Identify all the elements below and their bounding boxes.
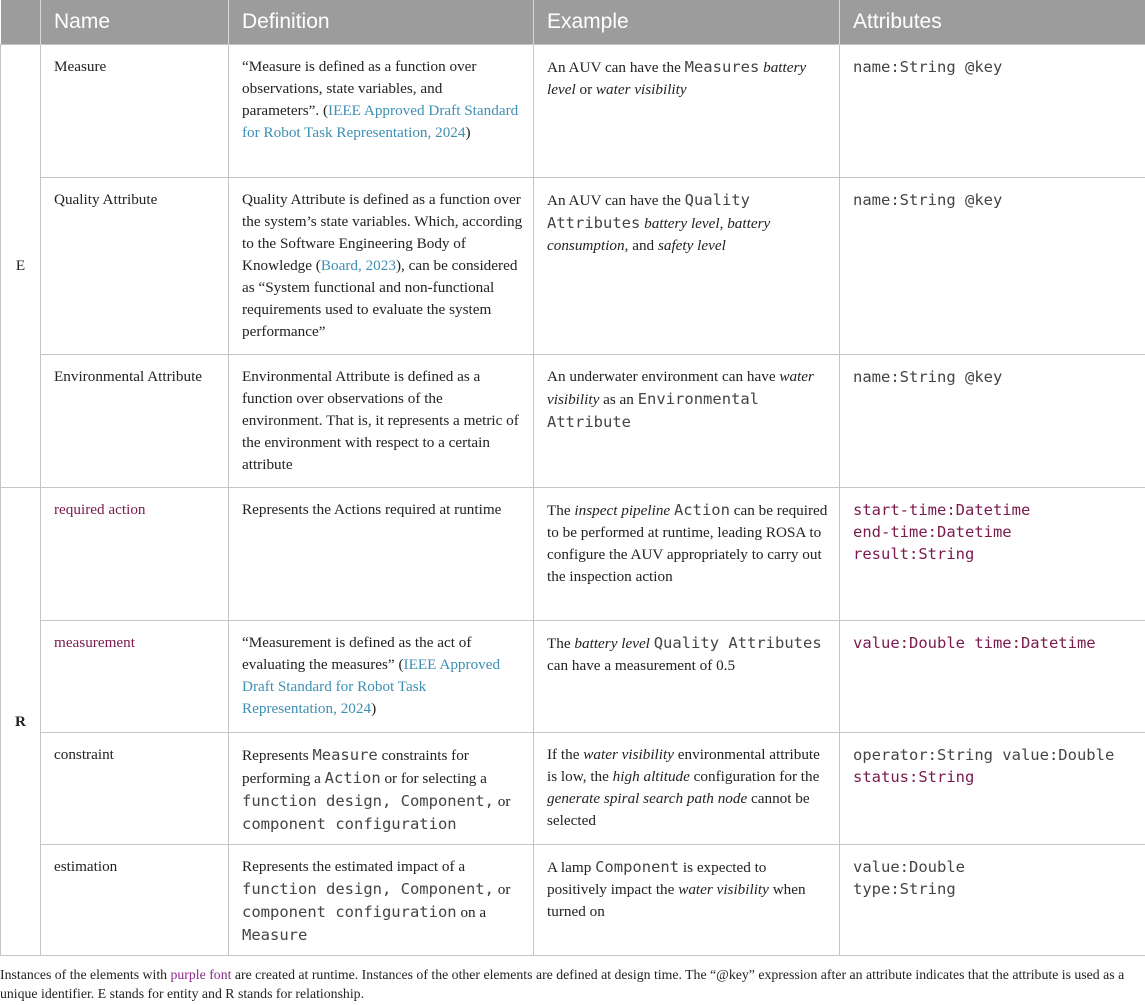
- table-row: [1, 178, 1145, 355]
- table-row: [1, 355, 1145, 488]
- example-cell: The inspect pipeline Action can be required to be performed at runtime, leading ROSA to configure the AUV appropriately to carry out the inspection action: [534, 488, 840, 621]
- header-name: Name: [41, 0, 229, 45]
- citation-link[interactable]: Board, 2023: [320, 257, 396, 274]
- purple-font-sample: purple font: [170, 967, 232, 982]
- definition-cell: “Measurement is defined as the act of evaluating the measures” (IEEE Approved Draft Standard for Robot Task Representation, 2024): [229, 621, 534, 733]
- header-example: Example: [534, 0, 840, 45]
- name-cell: constraint: [41, 733, 229, 845]
- table-footnote: Instances of the elements with purple font are created at runtime. Instances of the other elements are defined at design time. The “@key” expression after an attribute indicates that the attribute is used as a unique identifier. E stands for entity and R stands for relationship.: [0, 967, 1125, 1001]
- citation-link[interactable]: IEEE Approved Draft Standard for Robot Task Representation, 2024: [242, 656, 501, 717]
- attributes-cell: start-time:Datetime end-time:Datetime result:String: [840, 488, 1145, 621]
- definition-cell: Represents Measure constraints for performing a Action or for selecting a function design, Component, or component configuration: [229, 733, 534, 845]
- group-relationship: R: [1, 488, 41, 956]
- example-cell: A lamp Component is expected to positively impact the water visibility when turned on: [534, 845, 840, 956]
- definition-cell: Represents the Actions required at runtime: [229, 488, 534, 621]
- table-row: [1, 733, 1145, 845]
- attributes-cell: name:String @key: [840, 355, 1145, 488]
- definition-cell: “Measure is defined as a function over observations, state variables, and parameters”. (IEEE Approved Draft Standard for Robot Task Representation, 2024): [229, 45, 534, 178]
- example-cell: An AUV can have the Measures battery level or water visibility: [534, 45, 840, 178]
- attributes-cell: value:Double type:String: [840, 845, 1145, 956]
- name-cell: Measure: [41, 45, 229, 178]
- definition-cell: Environmental Attribute is defined as a function over observations of the environment. That is, it represents a metric of the environment with respect to a certain attribute: [229, 355, 534, 488]
- table-row: [1, 488, 1145, 621]
- example-cell: If the water visibility environmental attribute is low, the high altitude configuration for the generate spiral search path node cannot be selected: [534, 733, 840, 845]
- table-row: [1, 845, 1145, 956]
- name-cell: required action: [41, 488, 229, 621]
- example-cell: An underwater environment can have water visibility as an Environmental Attribute: [534, 355, 840, 488]
- header-group: [1, 0, 41, 45]
- attributes-cell: operator:String value:Double status:String: [840, 733, 1145, 845]
- group-entity: E: [1, 45, 41, 488]
- header-attributes: Attributes: [840, 0, 1145, 45]
- attributes-cell: name:String @key: [840, 178, 1145, 355]
- name-cell: measurement: [41, 621, 229, 733]
- name-cell: Environmental Attribute: [41, 355, 229, 488]
- table-row: [1, 45, 1145, 178]
- header-definition: Definition: [229, 0, 534, 45]
- example-cell: An AUV can have the Quality Attributes battery level, battery consumption, and safety level: [534, 178, 840, 355]
- name-cell: Quality Attribute: [41, 178, 229, 355]
- example-cell: The battery level Quality Attributes can have a measurement of 0.5: [534, 621, 840, 733]
- header-row: [1, 0, 1145, 45]
- citation-link[interactable]: IEEE Approved Draft Standard for Robot Task Representation, 2024: [242, 102, 519, 141]
- definition-cell: Quality Attribute is defined as a function over the system’s state variables. Which, according to the Software Engineering Body of Knowledge (Board, 2023), can be considered as “System functional and non-functional requirements used to evaluate the system performance”: [229, 178, 534, 355]
- definition-cell: Represents the estimated impact of a function design, Component, or component configuration on a Measure: [229, 845, 534, 956]
- name-cell: estimation: [41, 845, 229, 956]
- attributes-cell: name:String @key: [840, 45, 1145, 178]
- table-row: [1, 621, 1145, 733]
- attributes-cell: value:Double time:Datetime: [840, 621, 1145, 733]
